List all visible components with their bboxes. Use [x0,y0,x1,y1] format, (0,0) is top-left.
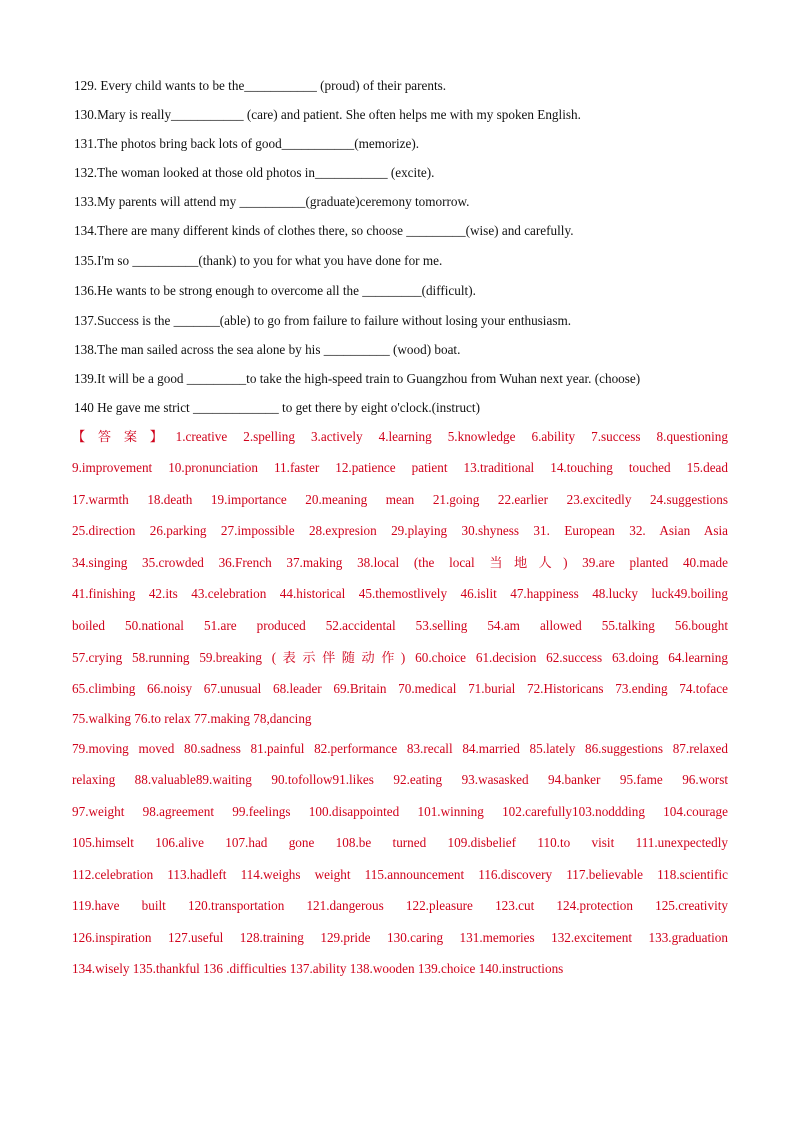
question-140: 140 He gave me strict _____________ to get there by eight o'clock.(instruct) [74,400,480,415]
answer-line: 105.himselt 106.alive 107.had gone 108.be turned 109.disbelief 110.to visit 111.unexpectedly [72,835,728,850]
question-133: 133.My parents will attend my __________(graduate)ceremony tomorrow. [74,194,470,209]
answer-line: relaxing 88.valuable89.waiting 90.tofollow91.likes 92.eating 93.wasasked 94.banker 95.fame 96.worst [72,772,728,787]
answer-line: 79.moving moved 80.sadness 81.painful 82.performance 83.recall 84.married 85.lately 86.suggestions 87.relaxed [72,741,728,756]
question-137: 137.Success is the _______(able) to go from failure to failure without losing your enthusiasm. [74,313,572,328]
answer-line: boiled 50.national 51.are produced 52.accidental 53.selling 54.am allowed 55.talking 56.bought [72,618,728,633]
answer-line: 9.improvement 10.pronunciation 11.faster 12.patience patient 13.traditional 14.touching touched 15.dead [72,460,728,475]
question-139: 139.It will be a good _________to take the high-speed train to Guangzhou from Wuhan next year. (choose) [74,371,641,386]
answer-line: 57.crying 58.running 59.breaking (表示伴随动作) 60.choice 61.decision 62.success 63.doing 64.learning [72,650,728,665]
answer-line: 126.inspiration 127.useful 128.training 129.pride 130.caring 131.memories 132.excitement 133.graduation [72,930,728,945]
answer-line: 41.finishing 42.its 43.celebration 44.historical 45.themostlively 46.islit 47.happiness 48.lucky luck49.boiling [72,586,728,601]
answer-line: 75.walking 76.to relax 77.making 78,dancing [72,711,312,726]
answer-line: 【答案】1.creative 2.spelling 3.actively 4.learning 5.knowledge 6.ability 7.success 8.questioning [72,429,728,444]
answer-line: 25.direction 26.parking 27.impossible 28.expresion 29.playing 30.shyness 31. European 32. Asian Asia [72,523,728,538]
answer-line: 34.singing 35.crowded 36.French 37.making 38.local (the local 当地人) 39.are planted 40.made [72,555,728,570]
answer-line: 97.weight 98.agreement 99.feelings 100.disappointed 101.winning 102.carefully103.noddding 104.courage [72,804,728,819]
answer-line: 65.climbing 66.noisy 67.unusual 68.leader 69.Britain 70.medical 71.burial 72.Historicans 73.ending 74.toface [72,681,728,696]
answer-line: 17.warmth 18.death 19.importance 20.meaning mean 21.going 22.earlier 23.excitedly 24.suggestions [72,492,728,507]
question-129: 129. Every child wants to be the___________ (proud) of their parents. [74,78,447,93]
answer-line: 134.wisely 135.thankful 136 .difficulties 137.ability 138.wooden 139.choice 140.instructions [72,961,564,976]
question-130: 130.Mary is really___________ (care) and patient. She often helps me with my spoken English. [74,107,581,122]
question-136: 136.He wants to be strong enough to overcome all the _________(difficult). [74,283,476,298]
question-134: 134.There are many different kinds of clothes there, so choose _________(wise) and carefully. [74,223,574,238]
question-132: 132.The woman looked at those old photos in___________ (excite). [74,165,435,180]
question-138: 138.The man sailed across the sea alone by his __________ (wood) boat. [74,342,461,357]
answer-line: 119.have built 120.transportation 121.dangerous 122.pleasure 123.cut 124.protection 125.creativity [72,898,728,913]
question-131: 131.The photos bring back lots of good___________(memorize). [74,136,420,151]
answer-line: 112.celebration 113.hadleft 114.weighs weight 115.announcement 116.discovery 117.believable 118.scientific [72,867,728,882]
question-135: 135.I'm so __________(thank) to you for what you have done for me. [74,253,443,268]
